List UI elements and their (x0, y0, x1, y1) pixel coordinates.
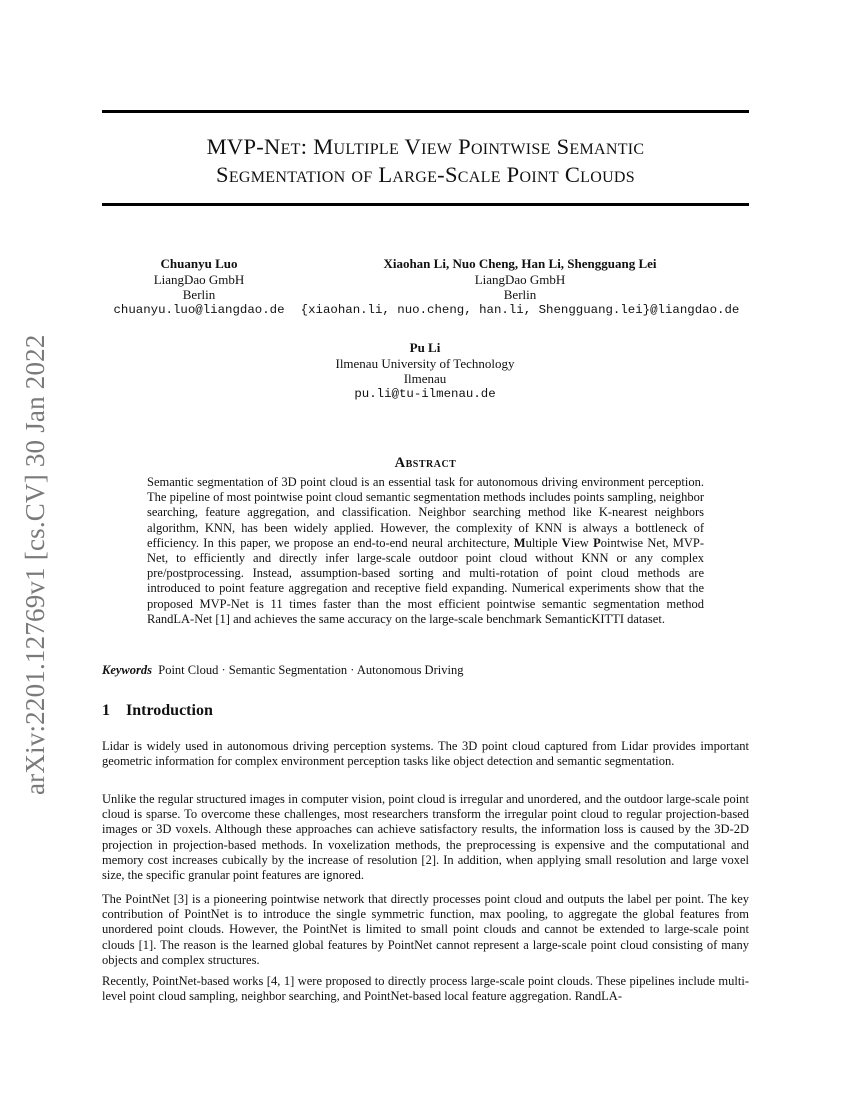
author-block-3 (300, 340, 550, 402)
abstract-heading: Abstract (394, 455, 457, 471)
author-city: Berlin (182, 287, 216, 302)
section-heading (102, 702, 213, 720)
author-city: Berlin (503, 287, 537, 302)
abstract-part: ointwise Net, MVP-Net, to efficiently and directly infer large-scale outdoor point cloud without KNN or any complex pre/postprocessing. Instead, assumption-based sorting and multi-rotation of point cloud methods are introduced to point feature aggregation and receptive field expanding. Numerical experiments show that the proposed MVP-Net is 11 times faster than the most efficient pointwise semantic segmentation method RandLA-Net [1] and achieves the same accuracy on the large-scale benchmark SemanticKITTI dataset. (147, 535, 704, 626)
paper-title (102, 133, 749, 189)
keywords-label: Keywords (102, 663, 152, 677)
author-name: Chuanyu Luo (160, 256, 238, 271)
author-city: Ilmenau (403, 371, 447, 386)
section-number: 1 (102, 702, 110, 719)
author-email: {xiaohan.li, nuo.cheng, han.li, Shengguang.lei}@liangdao.de (300, 302, 740, 317)
author-affiliation: LiangDao GmbH (153, 271, 245, 287)
author-email: chuanyu.luo@liangdao.de (113, 302, 285, 317)
author-name: Xiaohan Li, Nuo Cheng, Han Li, Shengguang Lei (383, 256, 657, 271)
keywords-text: Point Cloud · Semantic Segmentation · Autonomous Driving (158, 663, 464, 677)
body-paragraph: Unlike the regular structured images in computer vision, point cloud is irregular and unordered, and the outdoor large-scale point cloud is sparse. To overcome these challenges, most researchers transform the irregular point cloud to regular projection-based images or 3D voxels. Although these approaches can achieve satisfactory results, the information loss is caused by the 3D-2D projection in projection-based methods. In voxelization methods, the preprocessing is expensive and the computational and memory cost increases cubically by the increase of resolution [2]. In addition, when applying small resolution and large voxel size, the specific granular point features are ignored. (102, 792, 749, 883)
body-paragraph: Recently, PointNet-based works [4, 1] were proposed to directly process large-scale point clouds. These pipelines include multi-level point cloud sampling, neighbor searching, and PointNet-based local feature aggregation. RandLA- (102, 974, 749, 1004)
author-email: pu.li@tu-ilmenau.de (354, 386, 496, 401)
author-block-2 (300, 256, 740, 318)
title-line-2: Segmentation of Large-Scale Point Clouds (216, 162, 635, 187)
title-line-1: MVP-Net: Multiple View Pointwise Semantic (206, 134, 645, 159)
author-block-1 (108, 256, 290, 318)
title-rule-bottom (102, 203, 749, 206)
abstract-part: Semantic segmentation of 3D point cloud is an essential task for autonomous driving environment perception. The pipeline of most pointwise point cloud semantic segmentation methods includes points sampling, neighbor searching, feature aggregation, and classification. Neighbor searching method like K-nearest neighbors algorithm, KNN, has been widely applied. However, the complexity of KNN is always a bottleneck of efficiency. In this paper, we propose an end-to-end neural architecture, (147, 475, 704, 550)
abstract-part: iew (570, 535, 594, 550)
title-rule-top (102, 110, 749, 113)
author-affiliation: LiangDao GmbH (474, 271, 566, 287)
abstract-part: ultiple (525, 535, 562, 550)
body-paragraph: The PointNet [3] is a pioneering pointwise network that directly processes point cloud and outputs the label per point. The key contribution of PointNet is to introduce the single symmetric function, max pooling, to aggregate the global features from unordered point clouds. However, the PointNet is limited to small point clouds and cannot be extended to large-scale point clouds [1]. The reason is the learned global features by PointNet cannot represent a large-scale point cloud consisting of many objects and complex structures. (102, 892, 749, 967)
keywords-line (102, 663, 463, 678)
abstract-text (147, 475, 704, 627)
arxiv-stamp: arXiv:2201.12769v1 [cs.CV] 30 Jan 2022 (20, 334, 50, 795)
abstract-bold-letter: P (593, 535, 601, 550)
abstract-bold-letter: M (513, 535, 526, 550)
author-name: Pu Li (409, 340, 441, 355)
author-affiliation: Ilmenau University of Technology (335, 355, 515, 371)
section-title: Introduction (126, 702, 213, 719)
abstract-bold-letter: V (561, 535, 571, 550)
body-paragraph: Lidar is widely used in autonomous driving perception systems. The 3D point cloud captured from Lidar provides important geometric information for complex environment perception tasks like object detection and semantic segmentation. (102, 739, 749, 769)
